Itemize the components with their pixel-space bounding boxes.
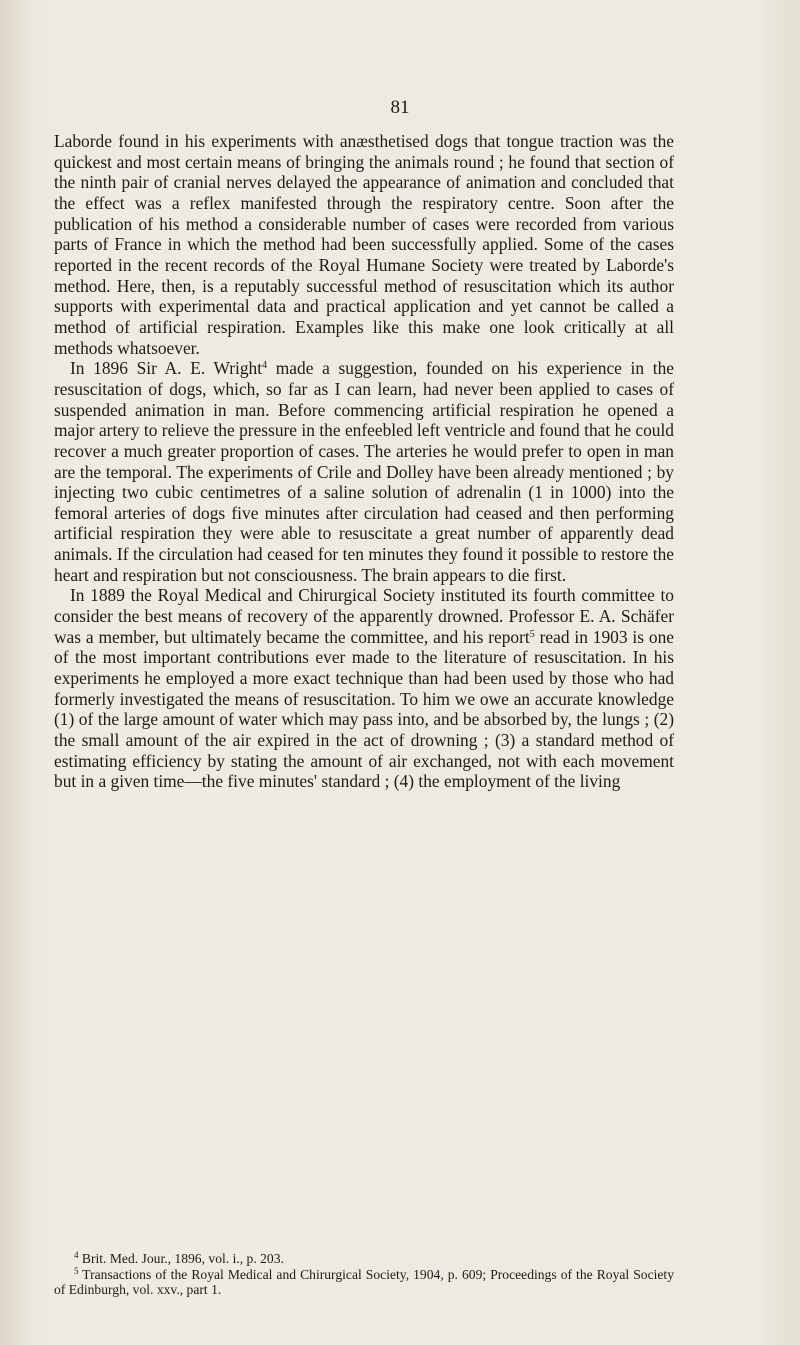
paragraph-wright	[54, 358, 674, 585]
paragraph-wright-start: In 1896 Sir A. E. Wright	[70, 358, 263, 379]
paragraph-schafer-rest: read in 1903 is one of the most important contributions ever made to the literature of resuscitation. In his experiments he employed a more exact technique than had been used by those who had formerly investigated the means of resuscitation. To him we owe an accurate knowledge (1) of the large amount of water which may pass into, and be absorbed by, the lungs ; (2) the small amount of the air expired in the act of drowning ; (3) a standard method of estimating efficiency by stating the amount of air exchanged, not with each movement but in a given time—the five minutes' standard ; (4) the employment of the living	[54, 626, 674, 792]
footnote-text-4: Brit. Med. Jour., 1896, vol. i., p. 203.	[78, 1251, 284, 1266]
page-number: 81	[390, 97, 410, 118]
footnote-text-5: Transactions of the Royal Medical and Chirurgical Society, 1904, p. 609; Proceedings of the Royal Society of Edinburgh, vol. xxv., part 1.	[54, 1266, 674, 1297]
paragraph-wright-rest: made a suggestion, founded on his experience in the resuscitation of dogs, which, so far as I can learn, had never been applied to cases of suspended animation in man. Before commencing artificial respiration he opened a major artery to relieve the pressure in the enfeebled left ventricle and found that he could recover a much greater proportion of cases. The arteries he would prefer to open in man are the temporal. The experiments of Crile and Dolley have been already mentioned ; by injecting two cubic centimetres of a saline solution of adrenalin (1 in 1000) into the femoral arteries of dogs five minutes after circulation had ceased and then performing artificial respiration they were able to resuscitate a great number of apparently dead animals. If the circulation had ceased for ten minutes they found it possible to restore the heart and respiration but not consciousness. The brain appears to die first.	[54, 358, 675, 585]
footnote-mark-5: 5	[74, 1265, 79, 1276]
footnote-5	[54, 1267, 674, 1298]
paragraph-schafer-start: In 1889 the Royal Medical and Chirurgical Society instituted its fourth committee to consider the best means of recovery of the apparently drowned. Professor E. A. Schäfer was a member, but ultimately became the committee, and his report	[54, 585, 674, 647]
footnote-ref-4: 4	[262, 360, 268, 372]
footnotes	[54, 1251, 674, 1298]
footnote-ref-5: 5	[529, 628, 535, 640]
footnote-4	[54, 1251, 674, 1267]
paragraph-schafer	[54, 585, 674, 792]
body-text	[54, 131, 674, 792]
footnote-mark-4: 4	[74, 1250, 79, 1260]
paragraph-laborde: Laborde found in his experiments with anæsthetised dogs that tongue traction was the quickest and most certain means of bringing the animals round ; he found that section of the ninth pair of cranial nerves delayed the appearance of animation and concluded that the effect was a reflex manifested through the respiratory centre. Soon after the publication of his method a considerable number of cases were recorded from various parts of France in which the method had been successfully applied. Some of the cases reported in the recent records of the Royal Humane Society were treated by Laborde's method. Here, then, is a reputably successful method of resuscitation which its author supports with experimental data and practical application and yet cannot be called a method of artificial respiration. Examples like this make one look critically at all methods whatsoever.	[54, 131, 674, 358]
